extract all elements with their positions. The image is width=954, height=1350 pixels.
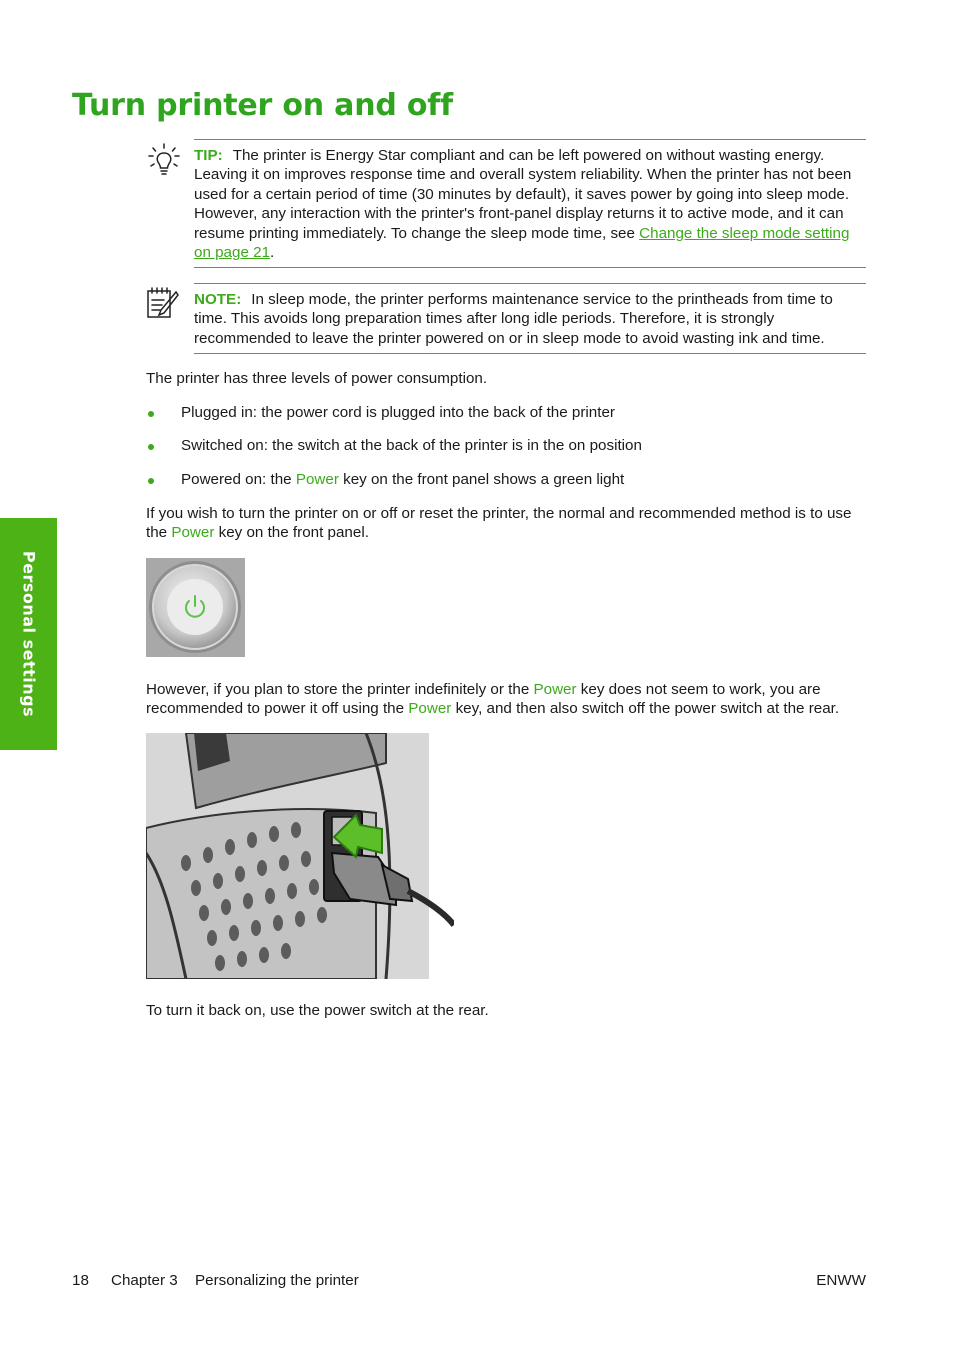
note-pad-icon bbox=[146, 286, 180, 320]
bullet-text: Powered on: the Power key on the front panel shows a green light bbox=[181, 471, 625, 488]
power-key-label: Power bbox=[533, 681, 577, 698]
footer-locale: ENWW bbox=[816, 1272, 866, 1289]
bullet-text: Plugged in: the power cord is plugged into the back of the printer bbox=[181, 404, 615, 421]
bullet-text: Switched on: the switch at the back of the printer is in the on position bbox=[181, 437, 642, 454]
recommended-method-paragraph: If you wish to turn the printer on or off or reset the printer, the normal and recommended method is to use the Power key on the front panel. bbox=[146, 505, 852, 542]
tip-text: The printer is Energy Star compliant and can be left powered on without wasting energy. Leaving it on improves response time and overall system reliability. When the printer has not been used for a certain period of time (30 minutes by default), it saves power by going into sleep mode. However, any interaction with the printer's front-panel display returns it to active mode, and it can resume printing immediately. To change the sleep mode time, see bbox=[194, 147, 852, 242]
note-label: NOTE: bbox=[194, 291, 242, 308]
tip-trail: . bbox=[270, 244, 275, 262]
bullet-dot bbox=[148, 411, 154, 417]
chapter-number: Chapter 3 bbox=[111, 1272, 178, 1289]
store-printer-paragraph: However, if you plan to store the printer indefinitely or the Power key does not seem to work, you are recommended to power it off using the Power key, and then also switch off the power switch at the rear. bbox=[146, 681, 840, 718]
power-key-label: Power bbox=[171, 524, 215, 542]
tip-label: TIP: bbox=[194, 147, 223, 164]
lightbulb-icon bbox=[146, 142, 182, 180]
power-key-image bbox=[146, 558, 245, 657]
power-key-label: Power bbox=[295, 471, 339, 488]
side-tab-label: Personal settings bbox=[19, 550, 38, 718]
intro-paragraph: The printer has three levels of power consumption. bbox=[146, 370, 488, 387]
rear-power-switch-image bbox=[146, 733, 454, 979]
side-tab bbox=[0, 518, 57, 750]
page-number: 18 bbox=[72, 1272, 89, 1289]
sleep-mode-link[interactable]: Change the sleep mode setting on page 21 bbox=[194, 224, 850, 262]
note-callout bbox=[194, 283, 866, 354]
page-title: Turn printer on and off bbox=[72, 88, 454, 123]
bullet-dot bbox=[148, 478, 154, 484]
closing-paragraph: To turn it back on, use the power switch at the rear. bbox=[146, 1002, 489, 1019]
bullet-dot bbox=[148, 444, 154, 450]
power-key-label: Power bbox=[408, 700, 452, 718]
tip-callout bbox=[194, 139, 866, 268]
note-text: In sleep mode, the printer performs maintenance service to the printheads from time to time. This avoids long preparation times after long idle periods. Therefore, it is strongly recommended to leave the printer powered on or in sleep mode to avoid wasting ink and time. bbox=[194, 291, 833, 347]
chapter-title: Personalizing the printer bbox=[195, 1272, 359, 1289]
